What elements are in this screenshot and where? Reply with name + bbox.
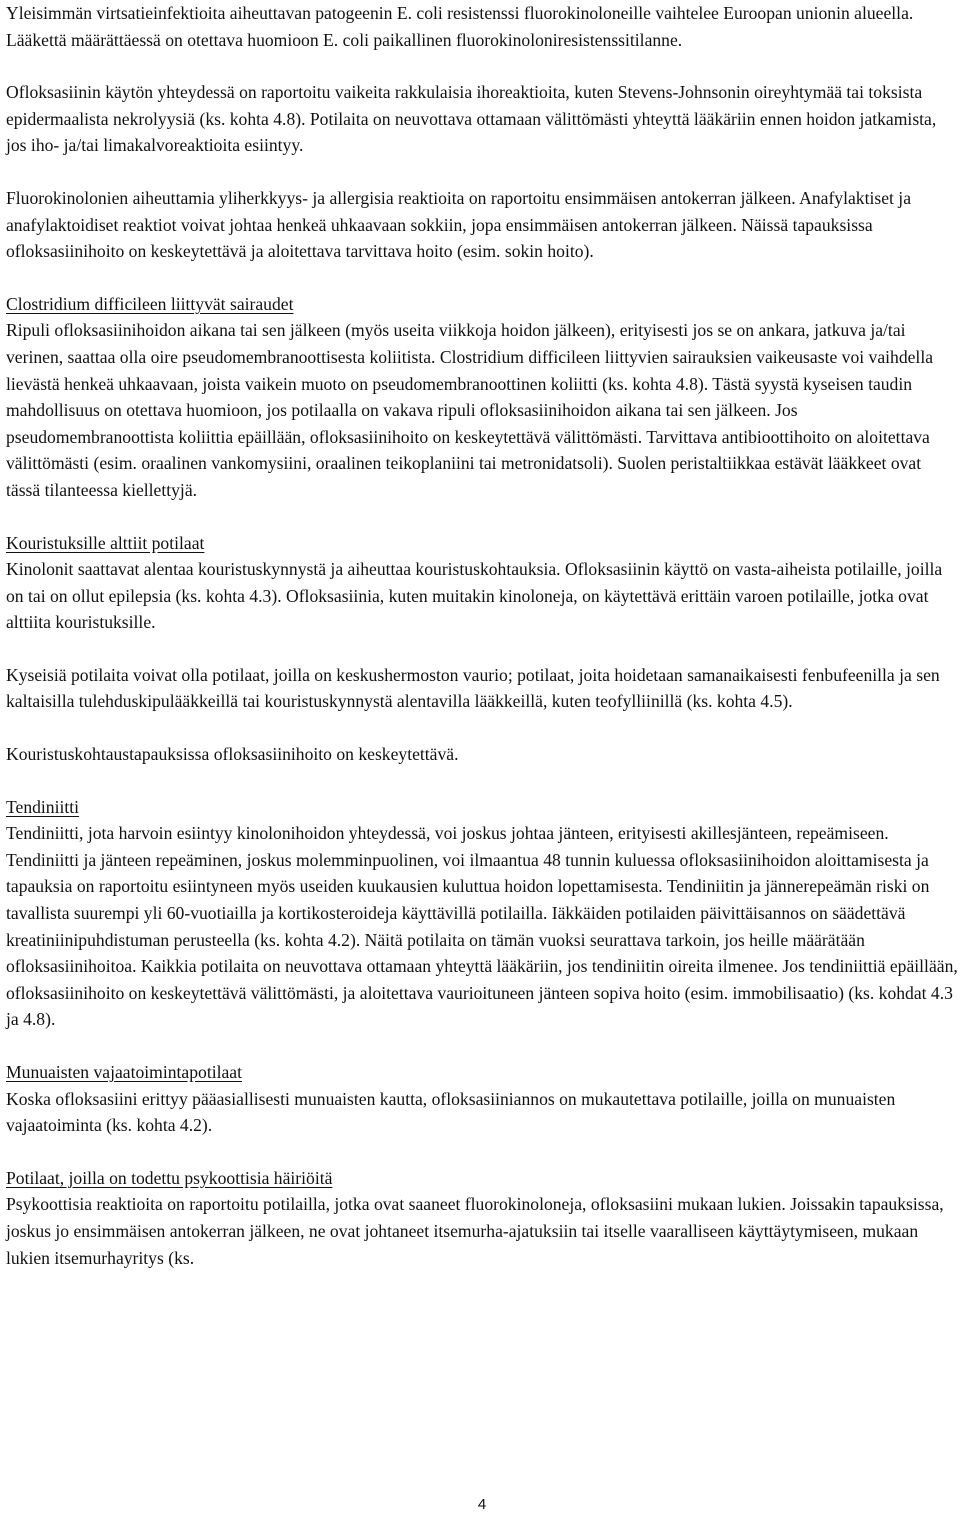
- section-heading-tendinitis: Tendiniitti: [6, 796, 80, 817]
- section-paragraph-seizures-1: Kinolonit saattavat alentaa kouristuskynnystä ja aiheuttaa kouristuskohtauksia. Ofloksasiinin käyttö on vasta-aiheista potilaille, joilla on tai on ollut epilepsia (ks. kohta 4.3). Ofloksasiinia, kuten muitakin kinoloneja, on käytettävä erittäin varoen potilaille, jotka ovat alttiita kouristuksille.: [6, 559, 943, 633]
- section-paragraph-seizures-3: Kouristuskohtaustapauksissa ofloksasiinihoito on keskeytettävä.: [6, 744, 459, 765]
- section-paragraph-tendinitis: Tendiniitti, jota harvoin esiintyy kinolonihoidon yhteydessä, voi joskus johtaa jänteen, erityisesti akillesjänteen, repeämiseen. Tendiniitti ja jänteen repeäminen, joskus molemminpuolinen, voi ilmaantua 48 tunnin kuluessa ofloksasiinihoidon aloittamisesta ja tapauksia on raportoitu esiintyneen myös useiden kuukausien kuluttua hoidon lopettamisesta. Tendiniitin ja jännerepeämän riski on tavallista suurempi yli 60-vuotiailla ja kortikosteroideja käyttävillä potilailla. Iäkkäiden potilaiden päivittäisannos on säädettävä kreatiniinipuhdistuman perusteella (ks. kohta 4.2). Näitä potilaita on tämän vuoksi seurattava tarkoin, jos heille määrätään ofloksasiinihoitoa. Kaikkia potilaita on neuvottava ottamaan yhteyttä lääkäriin, jos tendiniitin oireita ilmenee. Jos tendiniittiä epäillään, ofloksasiinihoito on keskeytettävä välittömästi, ja aloitettava vaurioituneen jänteen sopiva hoito (esim. immobilisaatio) (ks. kohdat 4.3 ja 4.8).: [6, 823, 958, 1030]
- paragraph-gap: [6, 1139, 958, 1165]
- section-paragraph-seizures-2: Kyseisiä potilaita voivat olla potilaat, joilla on keskushermoston vaurio; potilaat, joita hoidetaan samanaikaisesti fenbufeenilla ja sen kaltaisilla tulehduskipulääkkeillä tai kouristuskynnystä alentavilla lääkkeillä, kuten teofylliinillä (ks. kohta 4.5).: [6, 664, 940, 712]
- paragraph-gap: [6, 159, 958, 185]
- paragraph-gap: [6, 768, 958, 794]
- paragraph-gap: [6, 265, 958, 291]
- paragraph-ecoli-resistance: Yleisimmän virtsatieinfektioita aiheuttavan patogeenin E. coli resistenssi fluorokinoloneille vaihtelee Euroopan unionin alueella. Lääkettä määrättäessä on otettava huomioon E. coli paikallinen fluorokinoloniresistenssitilanne.: [6, 3, 914, 50]
- paragraph-hypersensitivity: Fluorokinolonien aiheuttamia yliherkkyys- ja allergisia reaktioita on raportoitu ensimmäisen antokerran jälkeen. Anafylaktiset ja anafylaktoidiset reaktiot voivat johtaa henkeä uhkaavaan sokkiin, jopa ensimmäisen antokerran jälkeen. Näissä tapauksissa ofloksasiinihoito on keskeytettävä ja aloitettava tarvittava hoito (esim. sokin hoito).: [6, 187, 912, 262]
- page-number: 4: [477, 1496, 487, 1513]
- section-heading-renal: Munuaisten vajaatoimintapotilaat: [6, 1062, 242, 1082]
- section-paragraph-renal: Koska ofloksasiini erittyy pääasiallisesti munuaisten kautta, ofloksasiiniannos on mukautettava potilaille, joilla on munuaisten vajaatoiminta (ks. kohta 4.2).: [6, 1088, 896, 1136]
- paragraph-skin-reactions: Ofloksasiinin käytön yhteydessä on raportoitu vaikeita rakkulaisia ihoreaktioita, kuten Stevens-Johnsonin oireyhtymää tai toksista epidermaalista nekrolyysiä (ks. kohta 4.8). Potilaita on neuvottava ottamaan välittömästi yhteyttä lääkäriin ennen hoidon jatkamista, jos iho- ja/tai limakalvoreaktioita esiintyy.: [6, 82, 937, 156]
- paragraph-gap: [6, 636, 958, 662]
- section-paragraph-clostridium: Ripuli ofloksasiinihoidon aikana tai sen jälkeen (myös useita viikkoja hoidon jälkeen), erityisesti jos se on ankara, jatkuva ja/tai verinen, saattaa olla oire pseudomembranoottisesta koliitista. Clostridium difficileen liittyvien sairauksien vaikeusaste voi vaihdella lievästä henkeä uhkaavaan, joista vaikein muoto on pseudomembranoottinen koliitti (ks. kohta 4.8). Tästä syystä kyseisen taudin mahdollisuus on otettava huomioon, jos potilaalla on vakava ripuli ofloksasiinihoidon aikana tai sen jälkeen. Jos pseudomembranoottista koliittia epäillään, ofloksasiinihoito on keskeytettävä välittömästi. Tarvittava antibioottihoito on aloitettava välittömästi (esim. oraalinen vankomysiini, oraalinen teikoplaniini tai metronidatsoli). Suolen peristaltiikkaa estävät lääkkeet ovat tässä tilanteessa kiellettyjä.: [6, 320, 934, 500]
- section-paragraph-psychotic: Psykoottisia reaktioita on raportoitu potilailla, jotka ovat saaneet fluorokinoloneja, ofloksasiini mukaan lukien. Joissakin tapauksissa, joskus jo ensimmäisen antokerran jälkeen, ne ovat johtaneet itsemurha-ajatuksiin tai itselle vaaralliseen käyttäytymiseen, mukaan lukien itsemurhayritys (ks.: [6, 1194, 944, 1268]
- paragraph-gap: [6, 504, 958, 530]
- paragraph-gap: [6, 1033, 958, 1059]
- document-page: [6, 0, 958, 1529]
- section-heading-clostridium: Clostridium difficileen liittyvät sairaudet: [6, 293, 294, 314]
- paragraph-gap: [6, 53, 958, 79]
- section-heading-psychotic: Potilaat, joilla on todettu psykoottisia häiriöitä: [6, 1167, 333, 1188]
- section-heading-seizures: Kouristuksille alttiit potilaat: [6, 532, 205, 553]
- paragraph-gap: [6, 715, 958, 741]
- document-body: [6, 0, 958, 1271]
